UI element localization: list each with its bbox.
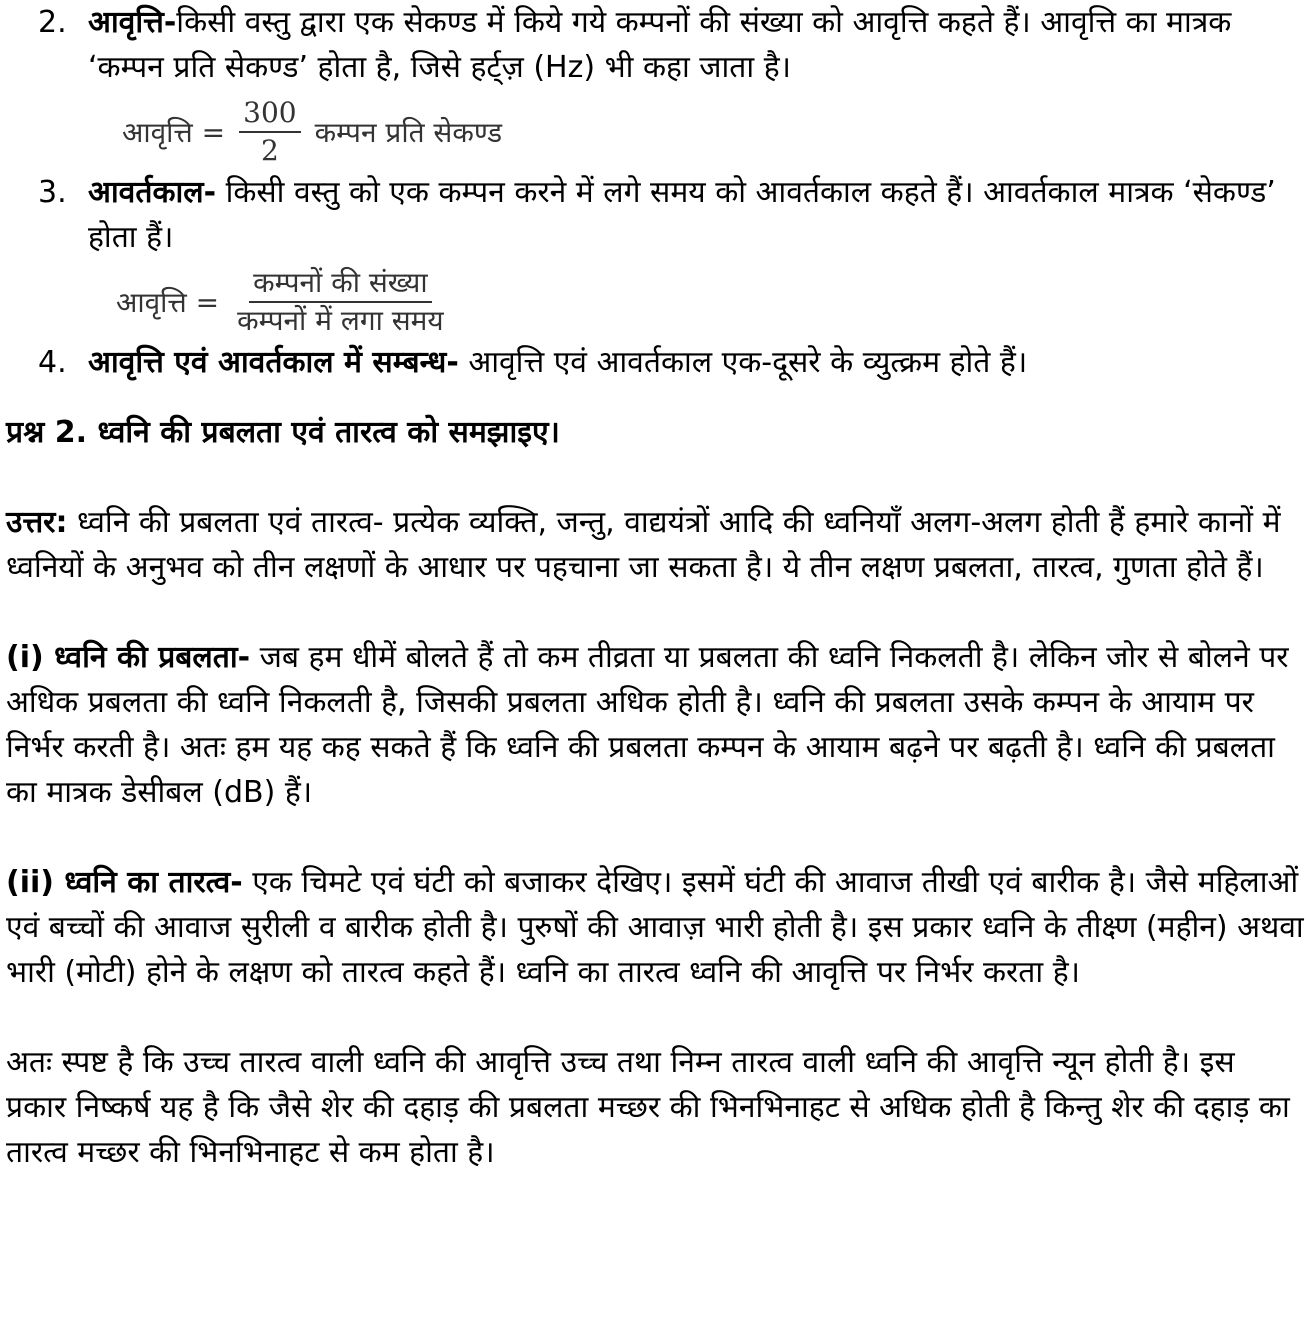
document-page: [6, 0, 1304, 1175]
time-period-definition: किसी वस्तु को एक कम्पन करने में लगे समय को आवर्तकाल कहते हैं। आवर्तकाल मात्रक ‘सेकण्ड’ होता हैं।: [88, 175, 1276, 255]
list-number: 3.: [38, 175, 67, 210]
loudness-text: जब हम धीमें बोलते हैं तो कम तीव्रता या प्रबलता की ध्वनि निकलती है। लेकिन जोर से बोलने पर अधिक प्रबलता की ध्वनि निकलती है, जिसकी प्रबलता अधिक होती है। ध्वनि की प्रबलता उसके कम्पन के आयाम पर निर्भर करती है। अतः हम यह कह सकते हैं कि ध्वनि की प्रबलता कम्पन के आयाम बढ़ने पर बढ़ती है। ध्वनि की प्रबलता का मात्रक डेसीबल (dB) हैं।: [6, 640, 1289, 810]
answer-label: उत्तर:: [6, 505, 68, 540]
term-time-period: आवर्तकाल-: [88, 175, 217, 210]
loudness-paragraph: [6, 635, 1304, 815]
fraction-numerator: 300: [239, 95, 300, 133]
list-number: 2.: [38, 5, 67, 40]
answer-text: ध्वनि की प्रबलता एवं तारत्व- प्रत्येक व्यक्ति, जन्तु, वाद्ययंत्रों आदि की ध्वनियाँ अलग-अलग होती हैं हमारे कानों में ध्वनियों के अनुभव को तीन लक्षणों के आधार पर पहचाना जा सकता है। ये तीन लक्षण प्रबलता, तारत्व, गुणता होते हैं।: [6, 505, 1281, 585]
fraction-denominator: कम्पनों में लगा समय: [237, 304, 444, 337]
answer-paragraph: [6, 500, 1304, 590]
frequency-definition: किसी वस्तु द्वारा एक सेकण्ड में किये गये कम्पनों की संख्या को आवृत्ति कहते हैं। आवृत्ति का मात्रक ‘कम्पन प्रति सेकण्ड’ होता है, जिसे हर्ट्ज़ (Hz) भी कहा जाता है।: [88, 5, 1232, 85]
formula-unit: कम्पन प्रति सेकण्ड: [314, 115, 503, 149]
frequency-formula-image: [122, 96, 1304, 168]
conclusion-paragraph: अतः स्पष्ट है कि उच्च तारत्व वाली ध्वनि की आवृत्ति उच्च तथा निम्न तारत्व वाली ध्वनि की आवृत्ति न्यून होती है। इस प्रकार निष्कर्ष यह है कि जैसे शेर की दहाड़ की प्रबलता मच्छर की भिनभिनाहट से अधिक होती है किन्तु शेर की दहाड़ का तारत्व मच्छर की भिनभिनाहट से कम होता है।: [6, 1045, 1290, 1170]
formula-fraction: [233, 265, 448, 339]
list-item-frequency: [6, 0, 1304, 90]
list-item-relation: [6, 340, 1304, 385]
pitch-label: (ii) ध्वनि का तारत्व-: [6, 865, 243, 900]
question-heading: प्रश्न 2. ध्वनि की प्रबलता एवं तारत्व को समझाइए।: [6, 415, 560, 450]
frequency-ratio-formula-image: [116, 264, 1304, 340]
relation-definition: आवृत्ति एवं आवर्तकाल एक-दूसरे के व्युत्क्रम होते हैं।: [458, 345, 1028, 380]
pitch-paragraph: [6, 860, 1304, 995]
fraction-numerator: कम्पनों की संख्या: [249, 265, 432, 303]
formula-fraction: [239, 95, 300, 169]
pitch-text: एक चिमटे एवं घंटी को बजाकर देखिए। इसमें घंटी की आवाज तीखी एवं बारीक है। जैसे महिलाओं एवं बच्चों की आवाज सुरीली व बारीक होती है। पुरुषों की आवाज़ भारी होती है। इस प्रकार ध्वनि के तीक्ष्ण (महीन) अथवा भारी (मोटी) होने के लक्षण को तारत्व कहते हैं। ध्वनि का तारत्व ध्वनि की आवृत्ति पर निर्भर करता है।: [6, 865, 1304, 990]
formula-lhs: आवृत्ति =: [116, 285, 220, 319]
loudness-label: (i) ध्वनि की प्रबलता-: [6, 640, 251, 675]
list-item-time-period: [6, 170, 1304, 260]
fraction-denominator: 2: [260, 134, 279, 167]
term-relation: आवृत्ति एवं आवर्तकाल में सम्बन्ध-: [88, 345, 459, 380]
term-frequency: आवृत्ति-: [88, 5, 177, 40]
formula-lhs: आवृत्ति =: [122, 115, 226, 149]
list-number: 4.: [38, 345, 67, 380]
